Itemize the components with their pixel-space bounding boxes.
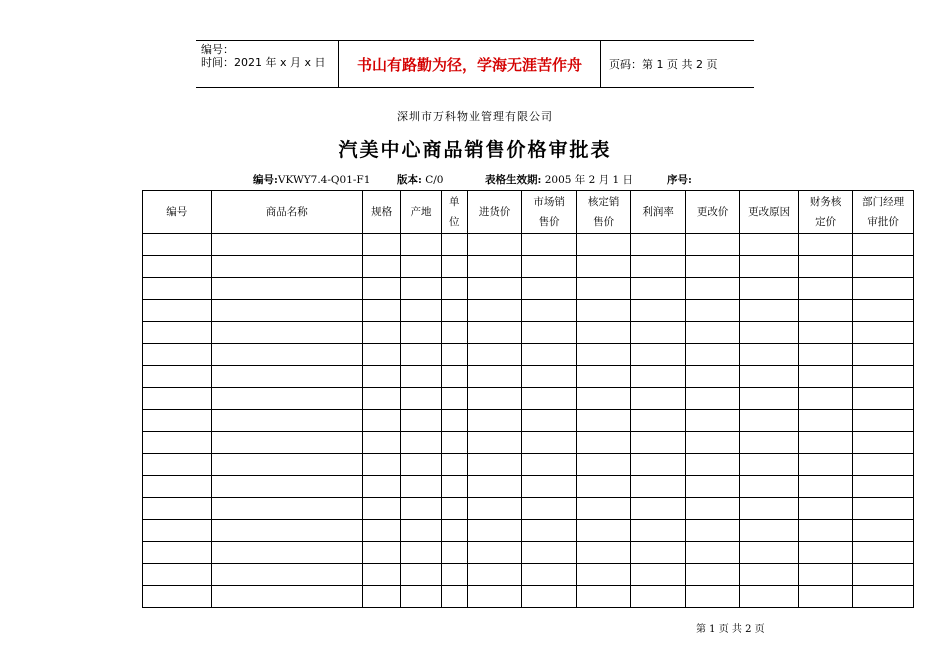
table-cell[interactable] [740,564,799,586]
table-cell[interactable] [401,256,441,278]
table-cell[interactable] [143,388,212,410]
form-code [253,172,370,187]
column-header: 单位 [441,191,467,234]
table-cell[interactable] [362,366,400,388]
table-cell[interactable] [143,344,212,366]
table-cell[interactable] [576,498,630,520]
table-cell[interactable] [211,410,362,432]
table-cell[interactable] [143,454,212,476]
table-cell[interactable] [441,432,467,454]
table-cell[interactable] [401,476,441,498]
table-cell[interactable] [798,542,852,564]
table-cell[interactable] [441,234,467,256]
table-cell[interactable] [685,366,739,388]
column-header: 市场销售价 [522,191,576,234]
table-cell[interactable] [685,388,739,410]
table-cell[interactable] [362,344,400,366]
table-row [143,234,914,256]
table-cell[interactable] [441,300,467,322]
table-cell[interactable] [853,432,914,454]
table-cell[interactable] [685,278,739,300]
column-header: 编号 [143,191,212,234]
table-cell[interactable] [441,454,467,476]
table-cell[interactable] [576,542,630,564]
table-cell[interactable] [740,586,799,608]
table-cell[interactable] [401,278,441,300]
table-cell[interactable] [211,564,362,586]
table-cell[interactable] [401,410,441,432]
table-cell[interactable] [467,322,521,344]
table-row [143,586,914,608]
table-cell[interactable] [631,388,685,410]
table-cell[interactable] [467,586,521,608]
table-cell[interactable] [853,564,914,586]
table-cell[interactable] [441,476,467,498]
table-cell[interactable] [631,454,685,476]
table-cell[interactable] [362,256,400,278]
column-header: 财务核定价 [798,191,852,234]
table-cell[interactable] [631,322,685,344]
table-row [143,410,914,432]
table-row [143,344,914,366]
table-row [143,322,914,344]
column-header: 进货价 [467,191,521,234]
table-cell[interactable] [576,432,630,454]
table-cell[interactable] [401,366,441,388]
table-cell[interactable] [211,234,362,256]
table-cell[interactable] [798,234,852,256]
table-cell[interactable] [522,542,576,564]
table-cell[interactable] [362,454,400,476]
table-cell[interactable] [401,564,441,586]
table-cell[interactable] [576,344,630,366]
table-cell[interactable] [362,476,400,498]
table-cell[interactable] [740,300,799,322]
column-header: 规格 [362,191,400,234]
table-cell[interactable] [798,322,852,344]
table-cell[interactable] [740,498,799,520]
table-cell[interactable] [798,410,852,432]
table-cell[interactable] [853,476,914,498]
table-cell[interactable] [631,344,685,366]
table-cell[interactable] [441,586,467,608]
table-cell[interactable] [401,234,441,256]
form-code-label: 编号: [253,174,278,186]
table-cell[interactable] [576,366,630,388]
table-cell[interactable] [211,300,362,322]
table-cell[interactable] [401,388,441,410]
table-cell[interactable] [576,586,630,608]
table-cell[interactable] [522,586,576,608]
table-row [143,498,914,520]
table-cell[interactable] [362,586,400,608]
table-cell[interactable] [467,432,521,454]
table-cell[interactable] [143,410,212,432]
table-cell[interactable] [853,410,914,432]
table-cell[interactable] [401,586,441,608]
table-cell[interactable] [143,586,212,608]
table-cell[interactable] [740,278,799,300]
table-cell[interactable] [798,344,852,366]
table-cell[interactable] [401,454,441,476]
table-cell[interactable] [211,388,362,410]
document-header [196,40,754,88]
table-cell[interactable] [685,300,739,322]
table-cell[interactable] [685,454,739,476]
table-cell[interactable] [362,564,400,586]
table-cell[interactable] [631,256,685,278]
form-sequence-label: 序号: [667,174,692,186]
table-cell[interactable] [441,564,467,586]
table-cell[interactable] [441,542,467,564]
table-cell[interactable] [362,432,400,454]
table-cell[interactable] [522,476,576,498]
table-cell[interactable] [211,586,362,608]
table-cell[interactable] [362,278,400,300]
table-cell[interactable] [576,410,630,432]
table-row [143,300,914,322]
table-cell[interactable] [853,300,914,322]
table-cell[interactable] [740,476,799,498]
form-sequence [667,172,692,187]
table-cell[interactable] [211,454,362,476]
column-header: 利润率 [631,191,685,234]
table-cell[interactable] [853,278,914,300]
table-row [143,564,914,586]
table-cell[interactable] [740,410,799,432]
table-cell[interactable] [362,322,400,344]
table-cell[interactable] [143,300,212,322]
table-cell[interactable] [522,564,576,586]
table-cell[interactable] [467,234,521,256]
table-cell[interactable] [467,520,521,542]
table-cell[interactable] [522,498,576,520]
table-cell[interactable] [401,498,441,520]
table-cell[interactable] [685,432,739,454]
table-row [143,388,914,410]
table-cell[interactable] [467,410,521,432]
table-cell[interactable] [798,498,852,520]
form-version [397,172,444,187]
table-cell[interactable] [798,520,852,542]
table-cell[interactable] [143,520,212,542]
table-cell[interactable] [143,234,212,256]
table-cell[interactable] [685,498,739,520]
table-cell[interactable] [631,278,685,300]
table-cell[interactable] [685,520,739,542]
table-cell[interactable] [441,366,467,388]
table-cell[interactable] [441,388,467,410]
table-cell[interactable] [522,520,576,542]
form-code-value: VKWY7.4-Q01-F1 [277,174,371,186]
table-cell[interactable] [143,256,212,278]
table-cell[interactable] [401,520,441,542]
header-info [201,43,326,69]
company-name: 深圳市万科物业管理有限公司 [397,110,553,123]
table-cell[interactable] [853,586,914,608]
table-cell[interactable] [143,366,212,388]
column-header: 部门经理审批价 [853,191,914,234]
column-header: 商品名称 [211,191,362,234]
table-cell[interactable] [631,300,685,322]
table-cell[interactable] [631,432,685,454]
table-cell[interactable] [685,476,739,498]
table-cell[interactable] [211,476,362,498]
table-cell[interactable] [631,476,685,498]
form-version-value: C/0 [425,174,444,186]
table-cell[interactable] [798,586,852,608]
table-cell[interactable] [853,256,914,278]
table-cell[interactable] [853,366,914,388]
table-cell[interactable] [467,344,521,366]
table-row [143,432,914,454]
table-cell[interactable] [467,476,521,498]
table-cell[interactable] [798,476,852,498]
table-cell[interactable] [401,542,441,564]
table-cell[interactable] [467,388,521,410]
table-cell[interactable] [576,476,630,498]
table-cell[interactable] [853,520,914,542]
table-cell[interactable] [740,542,799,564]
table-cell[interactable] [401,300,441,322]
table-cell[interactable] [522,432,576,454]
table-cell[interactable] [143,278,212,300]
table-cell[interactable] [401,432,441,454]
table-cell[interactable] [522,344,576,366]
table-cell[interactable] [798,432,852,454]
table-cell[interactable] [685,344,739,366]
table-cell[interactable] [522,454,576,476]
table-body [143,234,914,608]
table-cell[interactable] [576,388,630,410]
table-cell[interactable] [441,278,467,300]
table-cell[interactable] [522,410,576,432]
form-version-label: 版本: [397,174,422,186]
table-cell[interactable] [467,564,521,586]
table-cell[interactable] [211,520,362,542]
table-cell[interactable] [143,432,212,454]
table-cell[interactable] [853,388,914,410]
header-divider [600,41,601,87]
table-cell[interactable] [740,344,799,366]
table-cell[interactable] [740,256,799,278]
table-cell[interactable] [467,366,521,388]
table-cell[interactable] [143,498,212,520]
table-cell[interactable] [211,432,362,454]
table-cell[interactable] [631,366,685,388]
table-cell[interactable] [853,322,914,344]
table-cell[interactable] [441,410,467,432]
table-cell[interactable] [401,344,441,366]
table-cell[interactable] [576,300,630,322]
table-row [143,278,914,300]
column-header: 产地 [401,191,441,234]
table-cell[interactable] [211,366,362,388]
table-cell[interactable] [798,388,852,410]
table-cell[interactable] [798,366,852,388]
price-approval-table [142,190,914,608]
form-effective-value: 2005 年 2 月 1 日 [544,174,634,186]
table-cell[interactable] [740,234,799,256]
column-header: 更改价 [685,191,739,234]
table-row [143,542,914,564]
table-cell[interactable] [211,542,362,564]
table-cell[interactable] [798,564,852,586]
table-cell[interactable] [740,322,799,344]
table-cell[interactable] [441,322,467,344]
table-cell[interactable] [362,300,400,322]
table-cell[interactable] [576,278,630,300]
table-cell[interactable] [798,300,852,322]
table-cell[interactable] [441,256,467,278]
column-header: 核定销售价 [576,191,630,234]
table-cell[interactable] [853,498,914,520]
header-page-label: 页码：第 1 页 共 2 页 [609,58,718,71]
table-cell[interactable] [631,542,685,564]
table-cell[interactable] [441,520,467,542]
table-cell[interactable] [522,388,576,410]
table-cell[interactable] [362,410,400,432]
table-cell[interactable] [441,498,467,520]
table-cell[interactable] [522,234,576,256]
table-cell[interactable] [685,564,739,586]
page-footer: 第 1 页 共 2 页 [696,624,765,635]
table-cell[interactable] [576,322,630,344]
table-cell[interactable] [467,256,521,278]
table-cell[interactable] [576,520,630,542]
table-cell[interactable] [740,388,799,410]
column-header: 更改原因 [740,191,799,234]
table-cell[interactable] [798,278,852,300]
table-cell[interactable] [143,564,212,586]
table-cell[interactable] [143,476,212,498]
table-cell[interactable] [853,344,914,366]
table-cell[interactable] [853,234,914,256]
table-cell[interactable] [853,542,914,564]
page-title: 汽美中心商品销售价格审批表 [338,139,612,161]
table-row [143,256,914,278]
table-cell[interactable] [211,344,362,366]
table-cell[interactable] [740,366,799,388]
table-cell[interactable] [143,322,212,344]
table-cell[interactable] [362,234,400,256]
table-cell[interactable] [522,256,576,278]
table-cell[interactable] [522,322,576,344]
table-row [143,476,914,498]
table-cell[interactable] [685,322,739,344]
table-cell[interactable] [362,542,400,564]
table-header-row [143,191,914,234]
table-cell[interactable] [631,498,685,520]
table-cell[interactable] [576,256,630,278]
form-effective-date [485,172,633,187]
table-cell[interactable] [211,256,362,278]
table-cell[interactable] [685,256,739,278]
table-cell[interactable] [685,586,739,608]
table-cell[interactable] [631,564,685,586]
table-cell[interactable] [362,388,400,410]
table-cell[interactable] [798,256,852,278]
table-cell[interactable] [362,498,400,520]
table-cell[interactable] [211,278,362,300]
table-cell[interactable] [211,322,362,344]
table-cell[interactable] [740,454,799,476]
table-row [143,366,914,388]
table-cell[interactable] [441,344,467,366]
table-cell[interactable] [631,234,685,256]
table-cell[interactable] [576,234,630,256]
table-cell[interactable] [467,278,521,300]
header-time-label: 时间：2021 年 x 月 x 日 [201,56,326,69]
table-cell[interactable] [211,498,362,520]
table-cell[interactable] [853,454,914,476]
table-cell[interactable] [522,300,576,322]
header-code-label: 编号： [201,43,234,56]
table-cell[interactable] [522,278,576,300]
table-row [143,520,914,542]
table-cell[interactable] [631,410,685,432]
table-row [143,454,914,476]
form-effective-label: 表格生效期: [485,174,542,186]
table-cell[interactable] [685,234,739,256]
table-cell[interactable] [576,564,630,586]
table-cell[interactable] [522,366,576,388]
table-cell[interactable] [576,454,630,476]
table-cell[interactable] [467,542,521,564]
table-cell[interactable] [467,498,521,520]
table-cell[interactable] [467,300,521,322]
table-cell[interactable] [467,454,521,476]
table-cell[interactable] [401,322,441,344]
table-cell[interactable] [631,586,685,608]
table-cell[interactable] [362,520,400,542]
table-cell[interactable] [631,520,685,542]
table-cell[interactable] [740,520,799,542]
table-cell[interactable] [685,542,739,564]
table-cell[interactable] [740,432,799,454]
table-cell[interactable] [143,542,212,564]
header-motto: 书山有路勤为径，学海无涯苦作舟 [356,55,582,74]
table-cell[interactable] [685,410,739,432]
table-cell[interactable] [798,454,852,476]
